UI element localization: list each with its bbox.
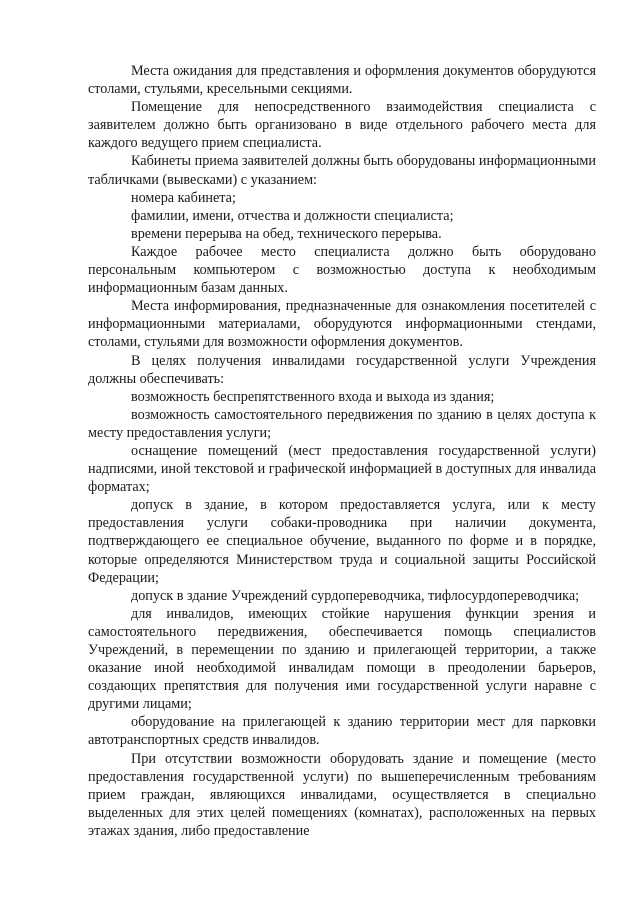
list-item-entrance-exit: возможность беспрепятственного входа и выхода из здания; <box>131 388 495 405</box>
document-page <box>88 62 596 840</box>
paragraph-disabled-access: В целях получения инвалидами государственной услуги Учреждения должны обеспечивать: <box>88 352 596 387</box>
list-item-guide-dog: допуск в здание, в котором предоставляется услуга, или к месту предоставления услуги собаки-проводника при наличии документа, подтверждающего ее специальное обучение, выданного по форме и в порядке, которые определяются Министерством труда и социальной защиты Российской Федерации; <box>88 497 596 586</box>
list-item-signage: оснащение помещений (мест предоставления государственной услуги) надписями, иной текстовой и графической информацией в доступных для инвалида форматах; <box>88 442 596 496</box>
list-item-sign-interpreter: допуск в здание Учреждений сурдопереводчика, тифлосурдопереводчика; <box>131 587 580 604</box>
list-item-specialist-assistance: для инвалидов, имеющих стойкие нарушения функции зрения и самостоятельного передвижения, обеспечивается помощь специалистов Учреждений, в перемещении по зданию и прилегающей территории, а также оказание иной необходимой инвалидам помощи в преодолении барьеров, создающих препятствия для получения ими государственной услуги наравне с другими лицами; <box>88 605 596 713</box>
list-item-movement: возможность самостоятельного передвижения по зданию в целях доступа к месту предоставления услуги; <box>88 406 596 441</box>
paragraph-workplace-organization: Помещение для непосредственного взаимодействия специалиста с заявителем должно быть организовано в виде отдельного рабочего места для каждого ведущего прием специалиста. <box>88 99 596 152</box>
paragraph-office-signs: Кабинеты приема заявителей должны быть оборудованы информационными табличками (вывесками) с указанием: <box>88 153 596 188</box>
paragraph-workplace-computer: Каждое рабочее место специалиста должно быть оборудовано персональным компьютером с возможностью доступа к необходимым информационным базам данных. <box>88 243 596 297</box>
list-item-specialist-name: фамилии, имени, отчества и должности специалиста; <box>131 207 454 224</box>
paragraph-waiting-places: Места ожидания для представления и оформления документов оборудуются столами, стульями, кресельными секциями. <box>88 63 596 98</box>
list-item-parking: оборудование на прилегающей к зданию территории мест для парковки автотранспортных средств инвалидов. <box>88 714 596 749</box>
list-item-break-time: времени перерыва на обед, технического перерыва. <box>131 225 442 242</box>
list-item-room-number: номера кабинета; <box>131 189 236 206</box>
paragraph-information-places: Места информирования, предназначенные для ознакомления посетителей с информационными материалами, оборудуются информационными стендами, столами, стульями для возможности оформления документов. <box>88 298 596 351</box>
paragraph-alternative-premises: При отсутствии возможности оборудовать здание и помещение (место предоставления государственной услуги) по вышеперечисленным требованиям прием граждан, являющихся инвалидами, осуществляется в специально выделенных для этих целей помещениях (комнатах), расположенных на первых этажах здания, либо предоставление <box>88 750 596 839</box>
